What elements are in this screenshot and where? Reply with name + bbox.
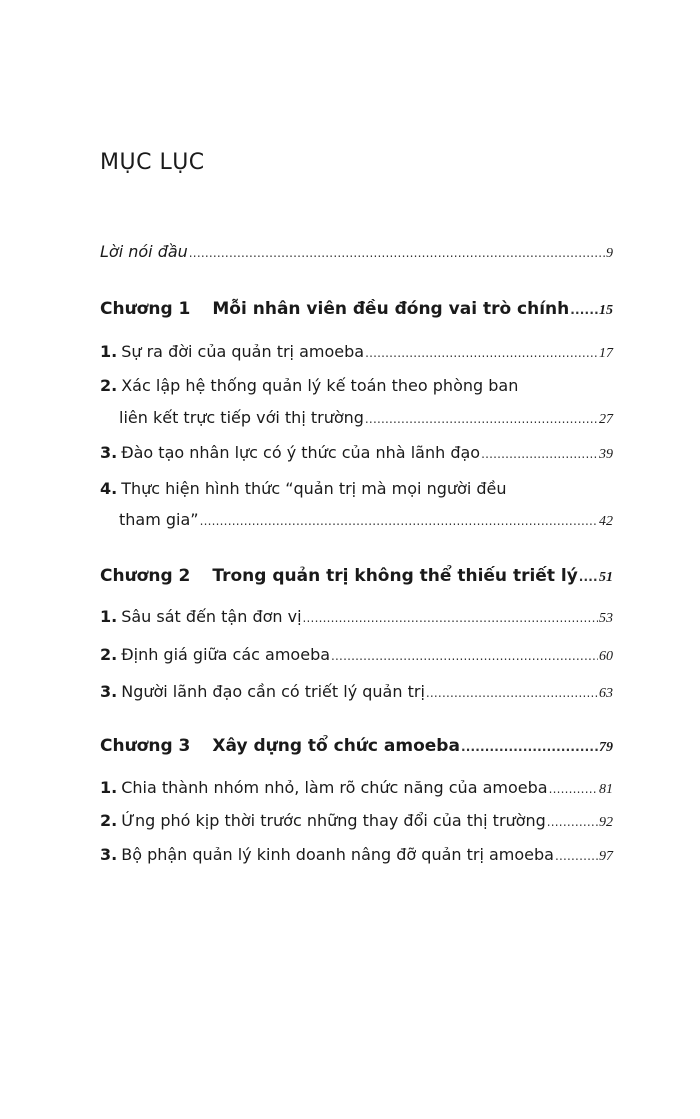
toc-page-number: 42 [599, 514, 613, 529]
dot-leader [331, 646, 598, 666]
toc-page-number: 97 [599, 849, 613, 864]
section-title-continued: tham gia” [119, 510, 199, 529]
page-title: MỤC LỤC [100, 150, 205, 175]
dot-leader [481, 444, 598, 464]
dot-leader [579, 567, 598, 587]
section-number: 3. [100, 443, 118, 462]
section-title: Xác lập hệ thống quản lý kế toán theo phòng ban [121, 376, 519, 395]
section-title: Bộ phận quản lý kinh doanh nâng đỡ quản trị amoeba [121, 845, 554, 864]
chapter-title: Xây dựng tổ chức amoeba [212, 736, 460, 756]
section-title: Ứng phó kịp thời trước những thay đổi của thị trường [121, 811, 546, 830]
section-title-continued: liên kết trực tiếp với thị trường [119, 408, 364, 427]
dot-leader [461, 737, 598, 757]
dot-leader [547, 812, 598, 832]
toc-page-number: 60 [599, 649, 613, 664]
toc-page-number: 15 [599, 303, 613, 318]
toc-section-1-2[interactable] [100, 376, 613, 396]
toc-section-3-2[interactable] [100, 811, 613, 833]
toc-section-1-4-cont[interactable] [119, 510, 613, 532]
toc-page-number: 79 [599, 740, 613, 755]
chapter-number: Chương 2 [100, 566, 191, 586]
chapter-title: Trong quản trị không thể thiếu triết lý [212, 566, 578, 586]
dot-leader [303, 608, 598, 628]
section-number: 2. [100, 811, 118, 830]
section-title: Người lãnh đạo cần có triết lý quản trị [121, 682, 425, 701]
toc-chapter-1[interactable] [100, 299, 613, 321]
toc-entry-label: Lời nói đầu [100, 242, 188, 261]
dot-leader [365, 343, 598, 363]
dot-leader [570, 300, 598, 320]
toc-page-number: 63 [599, 686, 613, 701]
section-title: Chia thành nhóm nhỏ, làm rõ chức năng của amoeba [121, 778, 548, 797]
toc-chapter-3[interactable] [100, 736, 613, 758]
section-number: 1. [100, 342, 118, 361]
section-title: Sâu sát đến tận đơn vị [121, 607, 302, 626]
dot-leader [549, 779, 598, 799]
toc-page-number: 53 [599, 611, 613, 626]
section-number: 4. [100, 479, 118, 498]
toc-section-2-3[interactable] [100, 682, 613, 704]
section-title: Sự ra đời của quản trị amoeba [121, 342, 365, 361]
dot-leader [426, 683, 598, 703]
toc-page-number: 17 [599, 346, 613, 361]
section-number: 1. [100, 607, 118, 626]
dot-leader [365, 409, 598, 429]
toc-section-3-3[interactable] [100, 845, 613, 867]
toc-section-2-2[interactable] [100, 645, 613, 667]
toc-section-1-2-cont[interactable] [119, 408, 613, 430]
dot-leader [555, 846, 598, 866]
toc-section-1-3[interactable] [100, 443, 613, 465]
toc-page-number: 39 [599, 447, 613, 462]
toc-section-3-1[interactable] [100, 778, 613, 800]
chapter-title: Mỗi nhân viên đều đóng vai trò chính [212, 299, 570, 319]
toc-page-number: 92 [599, 815, 613, 830]
section-title: Định giá giữa các amoeba [121, 645, 331, 664]
section-title: Thực hiện hình thức “quản trị mà mọi người đều [121, 479, 507, 498]
section-number: 2. [100, 645, 118, 664]
section-number: 3. [100, 682, 118, 701]
dot-leader [200, 511, 598, 531]
toc-page-number: 27 [599, 412, 613, 427]
section-number: 3. [100, 845, 118, 864]
toc-page-number: 9 [606, 246, 613, 261]
chapter-number: Chương 1 [100, 299, 191, 319]
toc-page-number: 51 [599, 570, 613, 585]
section-number: 2. [100, 376, 118, 395]
chapter-number: Chương 3 [100, 736, 191, 756]
toc-section-2-1[interactable] [100, 607, 613, 629]
toc-entry-preface[interactable] [100, 242, 613, 264]
dot-leader [189, 243, 605, 263]
toc-page-number: 81 [599, 782, 613, 797]
toc-section-1-4[interactable] [100, 479, 613, 499]
section-title: Đào tạo nhân lực có ý thức của nhà lãnh đạo [121, 443, 481, 462]
section-number: 1. [100, 778, 118, 797]
toc-chapter-2[interactable] [100, 566, 613, 588]
toc-section-1-1[interactable] [100, 342, 613, 364]
